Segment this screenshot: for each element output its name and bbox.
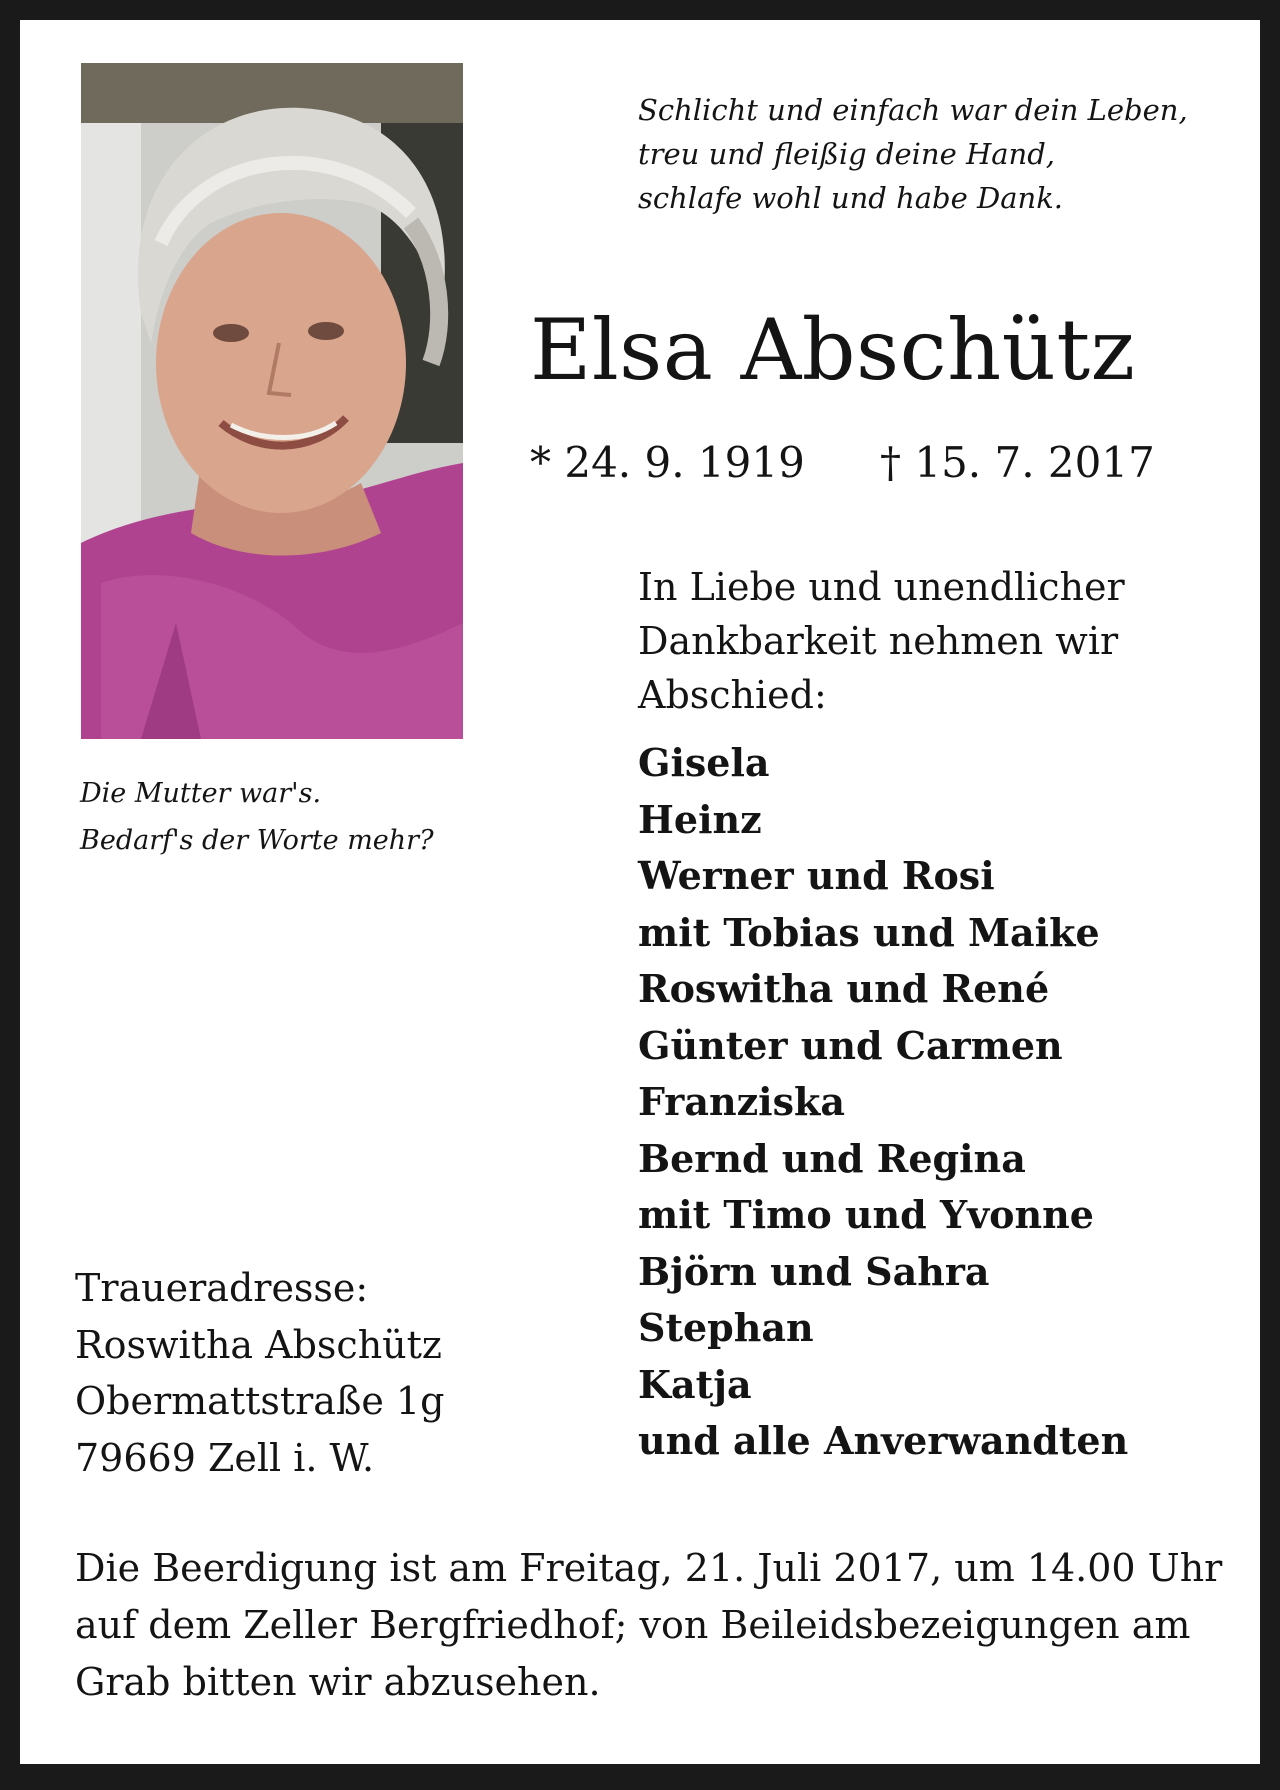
obituary-notice xyxy=(20,20,1260,1764)
mourner: Franziska xyxy=(638,1079,845,1124)
verse-line: treu und fleißig deine Hand, xyxy=(638,137,1056,171)
address-name: Roswitha Abschütz xyxy=(75,1322,442,1367)
quote-line: Bedarf's der Worte mehr? xyxy=(80,825,434,856)
burial-line: Grab bitten wir abzusehen. xyxy=(75,1660,601,1704)
birth-date: * 24. 9. 1919 xyxy=(530,438,805,487)
mourner: Katja xyxy=(638,1361,752,1407)
intro-line: In Liebe und unendlicher xyxy=(638,565,1125,609)
deceased-name: Elsa Abschütz xyxy=(530,301,1136,399)
portrait-photo xyxy=(81,63,463,739)
intro-line: Abschied: xyxy=(638,673,827,717)
mourners-list xyxy=(638,735,1128,1470)
verse-line: schlafe wohl und habe Dank. xyxy=(638,181,1063,215)
death-date: † 15. 7. 2017 xyxy=(880,438,1155,487)
burial-notice xyxy=(75,1540,1225,1711)
portrait-photo-icon xyxy=(81,63,463,739)
mourner: Björn und Sahra xyxy=(638,1248,990,1294)
mourner: Heinz xyxy=(638,796,762,842)
burial-line: auf dem Zeller Bergfriedhof; von Beileidsbezeigungen am xyxy=(75,1603,1191,1647)
burial-line: Die Beerdigung ist am Freitag, 21. Juli 2017, um 14.00 Uhr xyxy=(75,1546,1223,1590)
address-city: 79669 Zell i. W. xyxy=(75,1435,375,1480)
mourner: Bernd und Regina xyxy=(638,1135,1026,1181)
address-street: Obermattstraße 1g xyxy=(75,1379,445,1423)
mourner: Roswitha und René xyxy=(638,966,1050,1011)
mourner: Günter und Carmen xyxy=(638,1022,1063,1068)
verse-line: Schlicht und einfach war dein Leben, xyxy=(638,93,1188,127)
farewell-intro xyxy=(638,560,1125,722)
mourner: Werner und Rosi xyxy=(638,853,995,898)
quote-line: Die Mutter war's. xyxy=(80,778,322,809)
mourner: und alle Anverwandten xyxy=(638,1418,1129,1463)
mourner: mit Timo und Yvonne xyxy=(638,1192,1094,1237)
mourning-address xyxy=(75,1260,444,1486)
intro-line: Dankbarkeit nehmen wir xyxy=(638,619,1119,663)
memorial-verse xyxy=(638,88,1188,220)
mourner: Stephan xyxy=(638,1305,814,1350)
photo-caption-quote xyxy=(80,770,434,864)
mourner: mit Tobias und Maike xyxy=(638,909,1100,955)
mourner: Gisela xyxy=(638,740,770,785)
address-label: Traueradresse: xyxy=(75,1266,369,1310)
